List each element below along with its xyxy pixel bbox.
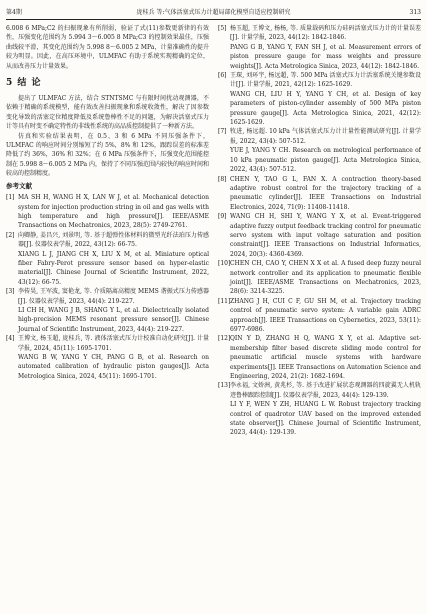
reference-entry xyxy=(6,287,209,306)
reference-entry xyxy=(218,297,421,335)
conclusion-heading: 5 结 论 xyxy=(6,78,42,89)
reference-entry xyxy=(218,334,421,381)
reference-text: 李永福, 文娇洲, 黄兆杉, 等. 基于改进扩展状态观测器的四旋翼无人机轨迹鲁棒跟踪控制[J]. 仪器仪表学报, 2023, 44(4): 129-139. xyxy=(230,382,421,399)
reference-text: PANG G B, YANG Y, FAN SH J, et al. Measurement errors of piston pressure gauge for mass weights and pressure weights[J]. Acta Metrologica Sinica, 2023, 44(12): 1842-1846. xyxy=(230,43,421,70)
reference-text: 牧进, 杨远超. 10 kPa 气体活塞式压力计计量性能测试研究[J]. 计量学报, 2022, 43(4): 507-512. xyxy=(230,128,421,145)
reference-entry xyxy=(218,146,421,174)
page-number: 313 xyxy=(409,9,421,16)
reference-entry xyxy=(6,334,209,353)
reference-number: [3] xyxy=(6,288,15,296)
reference-number: [6] xyxy=(218,72,227,80)
reference-entry xyxy=(6,193,209,231)
reference-entry xyxy=(6,231,209,250)
right-column xyxy=(218,24,421,610)
reference-entry xyxy=(218,259,421,297)
left-column xyxy=(6,24,209,610)
reference-number: [2] xyxy=(6,231,15,239)
reference-entry xyxy=(218,24,421,43)
reference-text: WANG CH, LIU H Y, YANG Y CH, et al. Design of key parameters of piston-cylinder assembly of 500 MPa piston pressure gauge[J]. Acta Metrologica Sinica, 2021, 42(12): 1625-1629. xyxy=(230,90,421,127)
reference-text: CHEN Y, TAO G L, FAN X. A contraction theory-based adaptive robust control for the trajectory tracking of a pneumatic cylinder[J]. IEEE Transactions on Industrial Electronics, 2024, 71(9): 11408-11418. xyxy=(230,175,421,211)
reference-number: [1] xyxy=(6,194,15,202)
reference-entry xyxy=(6,353,209,381)
reference-text: CHEN CH, CAO Y, CHEN X X et al. A fused deep fuzzy neural network controller and its application to pneumatic flexible joint[J]. IEEE/ASME Transactions on Mechatronics, 2023, 28(6): 3214-3225. xyxy=(230,260,421,296)
reference-number: [4] xyxy=(6,335,15,343)
reference-text: 王琛, 刘环宇, 杨远超, 等. 500 MPa 活塞式压力计活塞系统关键参数设计[J]. 计量学报, 2021, 42(12): 1625-1629. xyxy=(230,72,421,89)
reference-text: WANG B W, YANG Y CH, PANG G B, et al. Research on automated calibration of hydraulic piston gauges[J]. Acta Metrologica Sinica, 2024, 45(11): 1695-1701. xyxy=(18,354,209,380)
reference-entry xyxy=(6,306,209,334)
reference-entry xyxy=(218,175,421,213)
reference-number: [11] xyxy=(218,297,231,305)
reference-number: [5] xyxy=(218,25,227,32)
reference-text: WANG CH H, SHI Y, WANG Y X, et al. Event-triggered adaptive fuzzy output feedback tracking control for pneumatic servo system with input voltage saturation and position constraint[J]. IEEE Transactions on Industrial Informatics, 2024, 20(3): 4360-4369. xyxy=(230,213,421,258)
reference-number: [8] xyxy=(218,175,227,183)
references-heading: 参考文献 xyxy=(6,181,32,190)
reference-number: [7] xyxy=(218,128,227,136)
reference-list-right xyxy=(218,24,421,438)
conclusion-paragraph-1: 提出了 ULMFAC 方法，结合 STNTSMC 与有限时间扰动观测器，不依赖于精确的系统模型，能有效改善扫振现象和系统收敛性，解决了因参数变化导致的活塞定位精度降低及系统鲁棒性不足的问题，为解决活塞式压力计等具有时变不确定特性的非线性系统的高品质控制提供了一种新方法。 xyxy=(6,95,209,131)
reference-text: 李传昊, 王军波, 窦艳龙, 等. 介质隔离高精度 MEMS 谐振式压力传感器[J]. 仪器仪表学报, 2023, 44(4): 219-227. xyxy=(18,288,209,305)
reference-number: [10] xyxy=(218,260,231,268)
conclusion-paragraph-2: 仿真和实验结果表明，在 0.5、3 和 6 MPa 不同压强条件下，ULMFAC 的响应时间分别缩短了约 5%，8% 和 12%，跟踪误差的标准差降低了约 36%，36% 和 32%；在 6 MPa 压强条件下，压强变化范围能控制在 5.998 8～6.005 2 MPa 内，保持了不同压强范围内较快的响应时间和较高的控制精度。 xyxy=(6,132,209,178)
reference-text: XIANG L J, JIANG CH X, LIU X M, et al. Miniature optical fiber Fabry-Perot pressure sensor based on hyper-elastic material[J]. Chinese Journal of Scientific Instrument, 2022, 43(12): 66-75. xyxy=(18,250,209,286)
reference-entry xyxy=(218,212,421,259)
reference-text: LI Y F, WEN Y ZH, HUANG L W. Robust trajectory tracking control of quadrotor UAV based on the improved extended state observer[J]. Chinese Journal of Scientific Instrument, 2023, 44(4): 129-139. xyxy=(230,401,421,437)
reference-text: 杨玉超, 王博文, 杨杨, 等. 质量载码和压力硅码活塞式压力计的计量误差[J]. 计量学报, 2023, 44(12): 1842-1846. xyxy=(230,25,421,42)
reference-text: ZHANG J H, CUI C F, GU SH M, et al. Trajectory tracking control of pneumatic servo system: A variable gain ADRC approach[J]. IEEE Transactions on Cybernetics, 2023, 53(11): 6977-6986. xyxy=(230,297,421,333)
results-paragraph: 6.008 6 MPa;C2 的扫振现象有所削弱，验证了式(11)参数更新律的有效性，压强变化范围约为 5.994 3～6.005 8 MPa;C3 的控制效果最佳，压强曲线较平滑，其变化范围约为 5.998 8～6.005 2 MPa，计量准确性的提升较为明显。因此，在高压环境中，ULMFAC 有助于系统实现精确的定位，从而改善压力计量效果。 xyxy=(6,25,209,70)
reference-entry xyxy=(6,250,209,288)
reference-text: YUE J, YANG Y CH. Research on metrological performance of 10 kPa pneumatic piston gauge[J]. Acta Metrologica Sinica, 2022, 43(4): 507-512. xyxy=(230,147,421,174)
reference-number: [9] xyxy=(218,213,227,221)
reference-text: MA SH H, WANG H X, LAN W J, et al. Mechanical detection system for injection production string in oil and gas wells with high temperature and high pressure[J]. IEEE/ASME Transactions on Mechatronics, 2023, 28(5): 2749-2761. xyxy=(18,194,209,230)
reference-text: QIN Y D, ZHANG H Q, WANG X Y, et al. Adaptive set-membership filter based discrete sliding mode control for pneumatic artificial muscle systems with hardware experiments[J]. IEEE Transactions on Automation Science and Engineering, 2024, 21(2): 1682-1694. xyxy=(230,335,421,381)
reference-entry xyxy=(218,43,421,71)
reference-number: [13] xyxy=(218,382,231,390)
reference-entry xyxy=(218,381,421,400)
running-title: 庞桂兵 等:气体活塞式压力计超局部化模型自适应控制研究 xyxy=(136,9,291,16)
reference-entry xyxy=(218,90,421,128)
issue-number: 第4期 xyxy=(6,9,22,16)
reference-entry xyxy=(218,127,421,146)
reference-text: 王博文, 杨玉超, 庞桂兵, 等. 液体活塞式压力计校准自动化研究[J]. 计量学报, 2024, 45(11): 1695-1701. xyxy=(18,335,209,352)
reference-number: [12] xyxy=(218,335,231,343)
reference-entry xyxy=(218,71,421,90)
running-header xyxy=(6,7,421,20)
reference-list-left xyxy=(6,193,209,381)
reference-text: LI CH H, WANG J B, SHANG Y L, et al. Dielectrically isolated high-precision MEMS resonant pressure sensor[J]. Chinese Journal of Scientific Instrument, 2023, 44(4): 219-227. xyxy=(18,306,209,333)
reference-text: 向卿静, 姜昌兴, 刘景明, 等. 基于超弹性体材料的微型光纤法珀压力传感器[J]. 仪器仪表学报, 2022, 43(12): 66-75. xyxy=(18,231,209,249)
reference-entry xyxy=(218,400,421,438)
